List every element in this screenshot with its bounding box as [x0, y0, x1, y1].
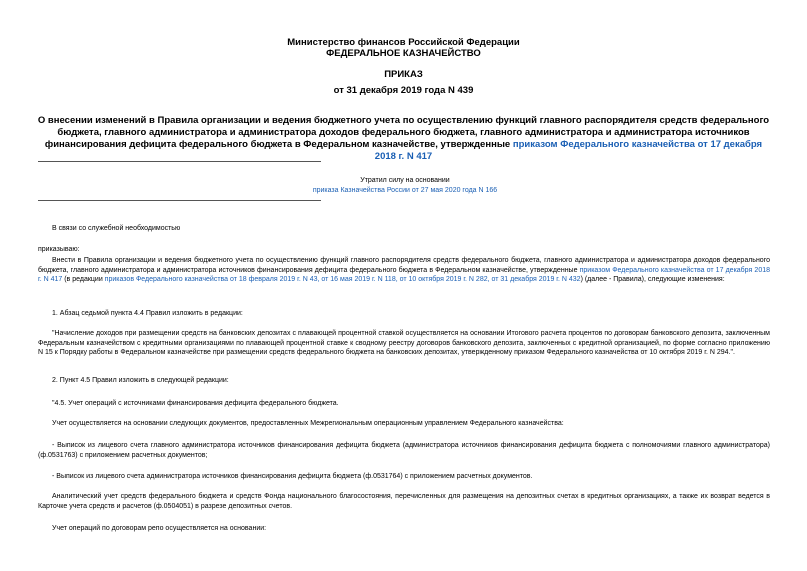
repeal-order-link[interactable]: приказа Казначейства России от 27 мая 2020 года N 166 [312, 187, 498, 194]
title-order-link[interactable]: приказом Федерального казначейства от 17 декабря 2018 г. N 417 [374, 139, 763, 162]
paragraph-amendments [38, 256, 770, 285]
paragraph-item-1: 1. Абзац седьмой пункта 4.4 Правил изложить в редакции: [52, 310, 243, 317]
paragraph-item-4-5: "4.5. Учет операций с источниками финансирования дефицита федерального бюджета. [52, 400, 339, 407]
document-date-number: от 31 декабря 2019 года N 439 [333, 85, 474, 96]
document-type: ПРИКАЗ [384, 69, 423, 80]
amendments-text-end: ) (далее - Правила), следующие изменения: [580, 276, 725, 283]
paragraph-documents: Учет осуществляется на основании следующих документов, предоставленных Межрегиональным операционным управлением Федерального казначейства: [52, 420, 564, 427]
amendments-link-order-417[interactable]: приказом Федерального казначейства от 17 декабря 2018 г. N 417 [38, 266, 770, 283]
paragraph-order: приказываю: [38, 246, 80, 253]
ministry-name: Министерство финансов Российской Федерации [287, 37, 520, 48]
repeal-note-text: Утратил силу на основании [360, 177, 450, 184]
divider-bottom [38, 200, 321, 201]
paragraph-reason: В связи со служебной необходимостью [52, 225, 181, 232]
paragraph-analytic-accounting: Аналитический учет средств федерального бюджета и средств Фонда национального благосостояния, перечисленных для размещения на депозитных счетах в кредитных организациях, а также их возврат ведется в Карточке учета средств и расчетов (ф.0504051) в разрезе депозитных счетов. [38, 493, 770, 510]
divider-top [38, 161, 321, 162]
agency-name: ФЕДЕРАЛЬНОЕ КАЗНАЧЕЙСТВО [326, 48, 481, 59]
document-title [36, 115, 771, 163]
paragraph-statement-0531763: - Выписок из лицевого счета главного администратора источников финансирования дефицита бюджета (администратора источников финансирования дефицита бюджета с полномочиями главного администратора) (ф.0531763) с приложением расчетных документов; [38, 442, 770, 459]
amendments-link-orders[interactable]: приказов Федерального казначейства от 18 февраля 2019 г. N 43, от 16 мая 2019 г. N 118, от 10 октября 2019 г. N 282, от 31 декабря 2019 г. N 432 [104, 276, 581, 283]
paragraph-item-1-text: "Начисление доходов при размещении средств на банковских депозитах с плавающей процентной ставкой осуществляется на основании Итогового расчета процентов по договорам банковского депозита, заключенным Федеральным казначейством с кредитными организациями по плавающей процентной ставке к сводному реестру договоров банковского депозита, заключенных с кредитной организацией, по форме согласно приложению N 15 к Порядку работы в Федеральном казначействе при размещении средств федерального бюджета на банковских депозитах, утвержденному приказом Федерального казначейства от 10 октября 2019 г. N 294.". [38, 330, 770, 356]
document-title-text: О внесении изменений в Правила организации и ведения бюджетного учета по осуществлению функций главного распорядителя средств федерального бюджета, главного администратора и администратора доходов федерального бюджета, главного администратора и администратора источников финансирования дефицита федерального бюджета в Федеральном казначействе, утвержденные [37, 115, 770, 150]
paragraph-repo: Учет операций по договорам репо осуществляется на основании: [52, 525, 267, 532]
paragraph-item-2: 2. Пункт 4.5 Правил изложить в следующей редакции: [52, 377, 229, 384]
paragraph-statement-0531764: - Выписок из лицевого счета администратора источников финансирования дефицита бюджета (ф.0531764) с приложением расчетных документов. [52, 473, 533, 480]
amendments-text-mid: (в редакции [62, 276, 105, 283]
amendments-text-start: Внести в Правила организации и ведения бюджетного учета по осуществлению функций главного распорядителя средств федерального бюджета, главного администратора и администратора доходов федерального бюджета, главного администратора и администратора источников финансирования дефицита федерального бюджета в Федеральном казначействе, утвержденные [38, 257, 770, 274]
